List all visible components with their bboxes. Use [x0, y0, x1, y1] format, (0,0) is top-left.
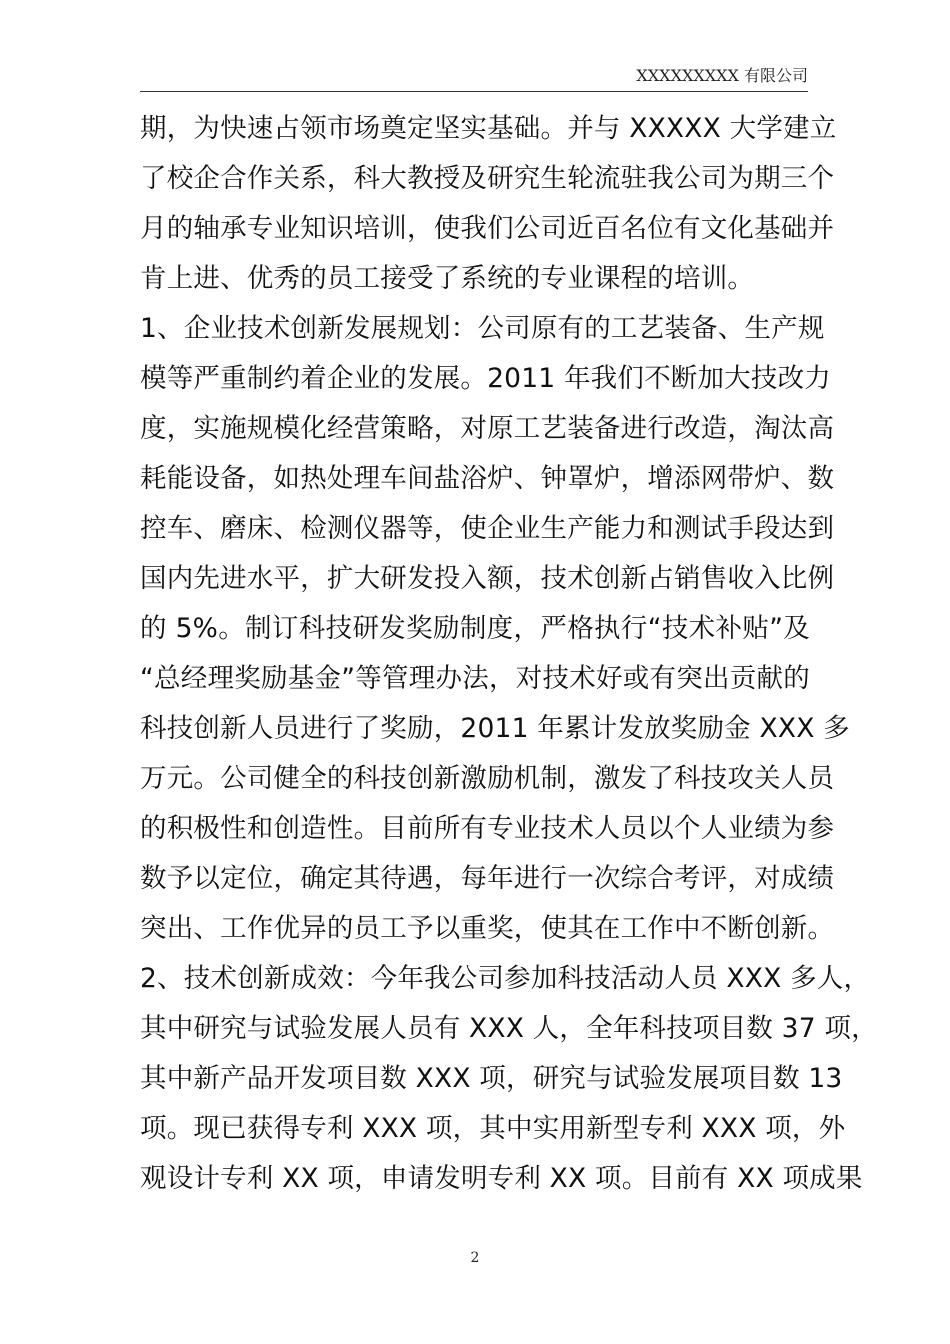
- body-text: [140, 104, 878, 1204]
- text-line: 万元。公司健全的科技创新激励机制，激发了科技攻关人员: [140, 763, 835, 794]
- page-number: 2: [470, 1250, 480, 1266]
- header-company-name: XXXXXXXXX 有限公司: [636, 66, 808, 85]
- text-line: 项。现已获得专利 XXX 项，其中实用新型专利 XXX 项，外: [140, 1113, 846, 1144]
- page-header: [140, 64, 808, 92]
- text-line: 月的轴承专业知识培训，使我们公司近百名位有文化基础并: [140, 213, 835, 244]
- text-line: 1、企业技术创新发展规划：公司原有的工艺装备、生产规: [140, 313, 825, 344]
- page-footer: [0, 1248, 950, 1268]
- text-line: “总经理奖励基金”等管理办法，对技术好或有突出贡献的: [140, 663, 810, 694]
- text-line: 其中研究与试验发展人员有 XXX 人，全年科技项目数 37 项，: [140, 1013, 878, 1044]
- text-line: 国内先进水平，扩大研发投入额，技术创新占销售收入比例: [140, 563, 835, 594]
- text-line: 的 5%。制订科技研发奖励制度，严格执行“技术补贴”及: [140, 613, 810, 644]
- text-line: 观设计专利 XX 项，申请发明专利 XX 项。目前有 XX 项成果: [140, 1163, 863, 1194]
- text-line: 控车、磨床、检测仪器等，使企业生产能力和测试手段达到: [140, 513, 835, 544]
- text-line: 的积极性和创造性。目前所有专业技术人员以个人业绩为参: [140, 813, 835, 844]
- text-line: 耗能设备，如热处理车间盐浴炉、钟罩炉，增添网带炉、数: [140, 463, 835, 494]
- text-line: 肯上进、优秀的员工接受了系统的专业课程的培训。: [140, 263, 755, 294]
- text-line: 2、技术创新成效：今年我公司参加科技活动人员 XXX 多人，: [140, 963, 871, 994]
- text-line: 模等严重制约着企业的发展。2011 年我们不断加大技改力: [140, 363, 831, 394]
- text-line: 了校企合作关系，科大教授及研究生轮流驻我公司为期三个: [140, 163, 835, 194]
- text-line: 数予以定位，确定其待遇，每年进行一次综合考评，对成绩: [140, 863, 835, 894]
- text-line: 其中新产品开发项目数 XXX 项，研究与试验发展项目数 13: [140, 1063, 843, 1094]
- text-line: 度，实施规模化经营策略，对原工艺装备进行改造，淘汰高: [140, 413, 835, 444]
- text-line: 期，为快速占领市场奠定坚实基础。并与 XXXXX 大学建立: [140, 113, 837, 144]
- text-line: 突出、工作优异的员工予以重奖，使其在工作中不断创新。: [140, 913, 835, 944]
- text-line: 科技创新人员进行了奖励，2011 年累计发放奖励金 XXX 多: [140, 713, 850, 744]
